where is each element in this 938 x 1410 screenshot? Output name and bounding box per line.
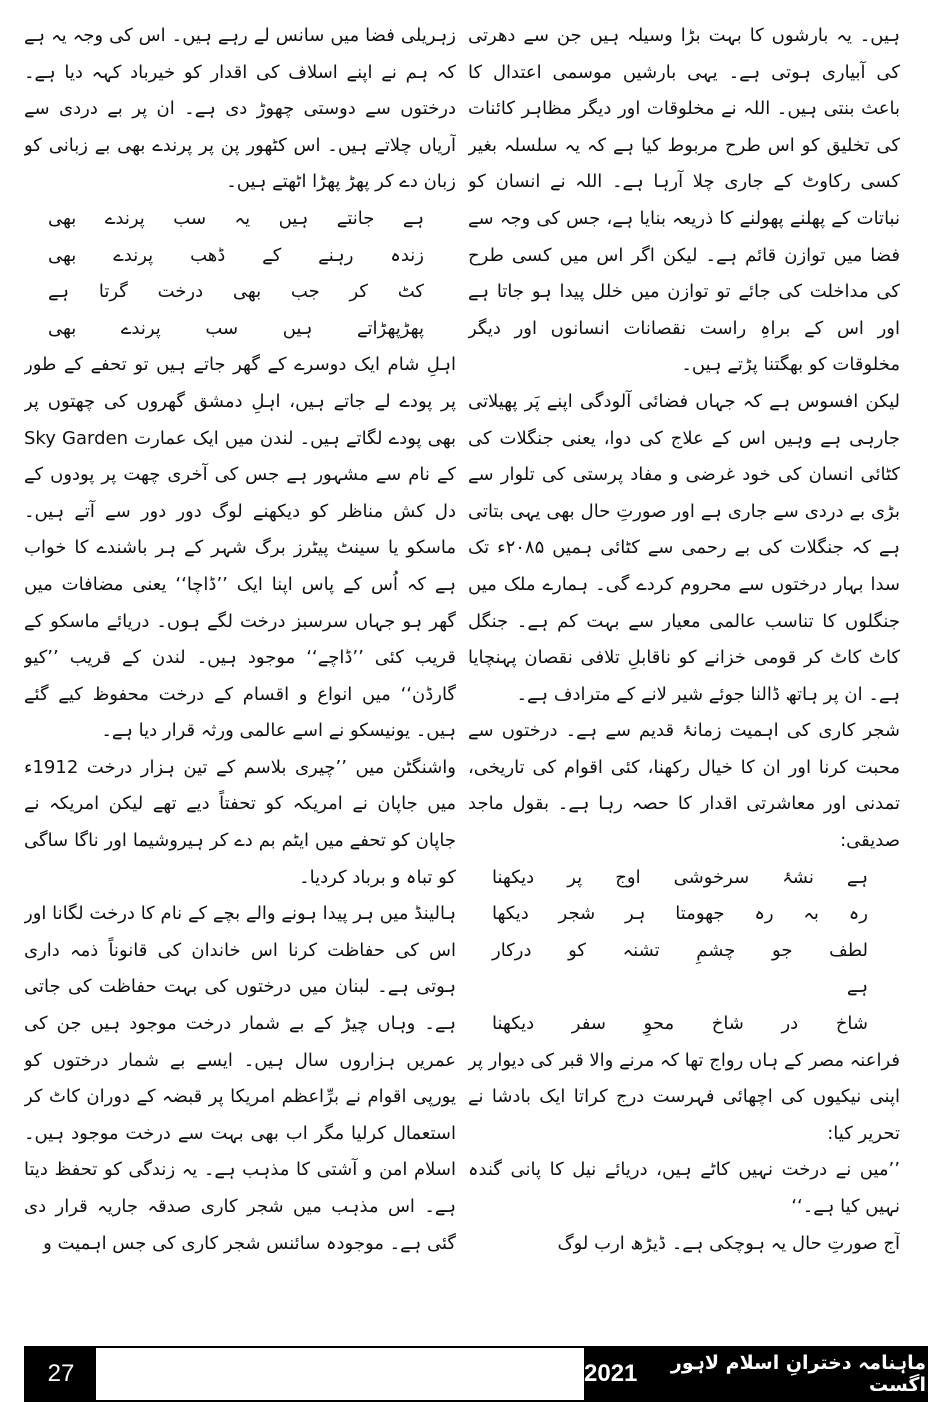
magazine-title: [584, 1348, 926, 1400]
poem-line: زندہ رہنے کے ڈھب پرندے بھی: [48, 244, 424, 266]
left-column: [24, 18, 456, 1328]
magazine-name: ماہنامہ دخترانِ اسلام لاہور اگست: [670, 1352, 926, 1396]
paragraph: زہریلی فضا میں سانس لے رہے ہیں۔ اس کی وجہ یہ ہے کہ ہم نے اپنے اسلاف کی اقدار کو خیرباد کہہ دیا ہے۔ درختوں سے دوستی چھوڑ دی ہے۔ ان پر بے دردی سے آریاں چلاتے ہیں۔ اس کٹھور پن پر پرندے بھی بے زبانی کو زبان دے کر پھڑ پھڑا اٹھتے ہیں۔: [24, 25, 456, 193]
paragraph: فراعنہ مصر کے ہاں رواج تھا کہ مرنے والا قبر کی دیوار پر اپنی نیکیوں کی اچھائی فہرست درج کراتا ایک بادشا نے تحریر کیا:: [468, 1049, 900, 1144]
paragraph: ہیں۔ یہ بارشوں کا بہت بڑا وسیلہ ہیں جن سے دھرتی کی آبیاری ہوتی ہے۔ یہی بارشیں موسمی اعتدال کا باعث بنتی ہیں۔ اللہ نے مخلوقات اور دیگر مظاہر کائنات کی تخلیق کو اس طرح مربوط کیا ہے کہ یہ سلسلہ بغیر کسی رکاوٹ کے جاری چلا آرہا ہے۔ اللہ نے انسان کو نباتات کے پھلنے پھولنے کا ذریعہ بنایا ہے، جس کی وجہ سے فضا میں توازن قائم ہے۔ لیکن اگر اس میں کسی طرح کی مداخلت کی جائے تو توازن میں خلل پیدا ہو جاتا ہے اور اس کے براہِ راست نقصانات انسانوں اور دیگر مخلوقات کو بھگتنا پڑتے ہیں۔: [468, 25, 900, 376]
poem-line: کٹ کر جب بھی درخت گرتا ہے: [48, 281, 424, 303]
poem-line: رہ بہ رہ جھومتا ہر شجر دیکھا: [492, 903, 868, 925]
poem-line: شاخ در شاخ محوِ سفر دیکھنا: [492, 1013, 868, 1035]
paragraph: شجر کاری کی اہمیت زمانۂ قدیم سے ہے۔ درختوں سے محبت کرنا اور ان کا خیال رکھنا، کئی اقوام کی تاریخی، تمدنی اور معاشرتی اقدار کا حصہ رہا ہے۔ بقول ماجد صدیقی:: [468, 720, 900, 852]
paragraph: آج صورتِ حال یہ ہوچکی ہے۔ ڈیڑھ ارب لوگ: [557, 1232, 900, 1254]
poem-birds: [48, 201, 424, 347]
paragraph: واشنگٹن میں ’’چیری بلاسم کے تین ہزار درخت 1912ء میں جاپان نے امریکہ کو تحفتاً دیے تھے لیکن امریکہ نے جاپان کو تحفے میں ایٹم بم دے کر ہیروشیما اور ناگا ساگی کو تباہ و برباد کردیا۔: [24, 756, 456, 888]
poem-line: پھڑپھڑاتے ہیں سب پرندے بھی: [48, 317, 424, 339]
paragraph: اہلِ شام ایک دوسرے کے گھر جاتے ہیں تو تحفے کے طور پر پودے لے جاتے ہیں، اہلِ دمشق گھروں کی چھتوں پر بھی پودے لگاتے ہیں۔ لندن میں ایک عمارت Sky Garden کے نام سے مشہور ہے جس کی آخری چھت پر پودوں کے دل کش مناظر کو دیکھنے لوگ دور دور سے آتے ہیں۔ ماسکو یا سینٹ پیٹرز برگ شہر کے ہر باشندے کا خواب ہے کہ اُس کے پاس اپنا ایک ’’ڈاچا‘‘ یعنی مضافات میں گھر ہو جہاں سرسبز درخت لگے ہوں۔ دریائے ماسکو کے قریب کئی ’’ڈاچے‘‘ موجود ہیں۔ لندن کے قریب ’’کیو گارڈن‘‘ میں انواع و اقسام کے درخت محفوظ کیے گئے ہیں۔ یونیسکو نے اسے عالمی ورثہ قرار دیا ہے۔: [24, 354, 456, 742]
right-column: [468, 18, 900, 1328]
paragraph: ہالینڈ میں ہر پیدا ہونے والے بچے کے نام کا درخت لگانا اور اس کی حفاظت کرنا اس خاندان کی قانوناً ذمہ داری ہوتی ہے۔ لبنان میں درختوں کی بہت حفاظت کی جاتی ہے۔ وہاں چیڑ کے بے شمار درخت موجود ہیں جن کی عمریں ہزاروں سال ہیں۔ ایسے بے شمار درختوں کو یورپی اقوام نے برِّاعظم امریکا پر قبضہ کے دوران کاٹ کر استعمال کرلیا مگر اب بھی بہت سے درخت موجود ہیں۔ اسلام امن و آشتی کا مذہب ہے۔ یہ زندگی کو تحفظ دیتا ہے۔ اس مذہب میں شجر کاری صدقہ جاریہ قرار دی گئی ہے۔ موجودہ سائنس شجر کاری کی جس اہمیت و: [24, 903, 456, 1254]
poem-line: ہے جانتے ہیں یہ سب پرندے بھی: [48, 207, 424, 229]
paragraph: لیکن افسوس ہے کہ جہاں فضائی آلودگی اپنے پَر پھیلاتی جارہی ہے وہیں اس کے علاج کی دوا، یعنی جنگلات کی کٹائی انسان کی خود غرضی و مفاد پرستی کی تلوار سے بڑی بے دردی سے جاری ہے اور صورتِ حال بھی یہی بتاتی ہے کہ جنگلات کی بے رحمی سے کٹائی ہمیں ۲۰۸۵ء تک سدا بہار درختوں سے محروم کردے گی۔ ہمارے ملک میں جنگلوں کا تناسب عالمی معیار سے بہت کم ہے۔ جنگل کاٹ کاٹ کر قومی خزانے کو ناقابلِ تلافی نقصان پہنچایا ہے۔ ان پر ہاتھ ڈالنا جوئے شیر لانے کے مترادف ہے۔: [468, 390, 900, 705]
footer-blank-box: [96, 1348, 584, 1400]
poem-line: ہے نشۂ سرخوشی اوج پر دیکھنا: [492, 866, 868, 888]
page-number: 27: [26, 1348, 96, 1400]
poem-majid-siddiqui: [492, 860, 868, 1043]
issue-year: 2021: [584, 1360, 638, 1387]
quote-paragraph: ’’میں نے درخت نہیں کاٹے ہیں، دریائے نیل کا پانی گندہ نہیں کیا ہے۔‘‘: [468, 1159, 900, 1217]
poem-line: لطف جو چشمِ تشنہ کو درکار ہے: [492, 939, 868, 998]
page-footer: [24, 1346, 928, 1402]
